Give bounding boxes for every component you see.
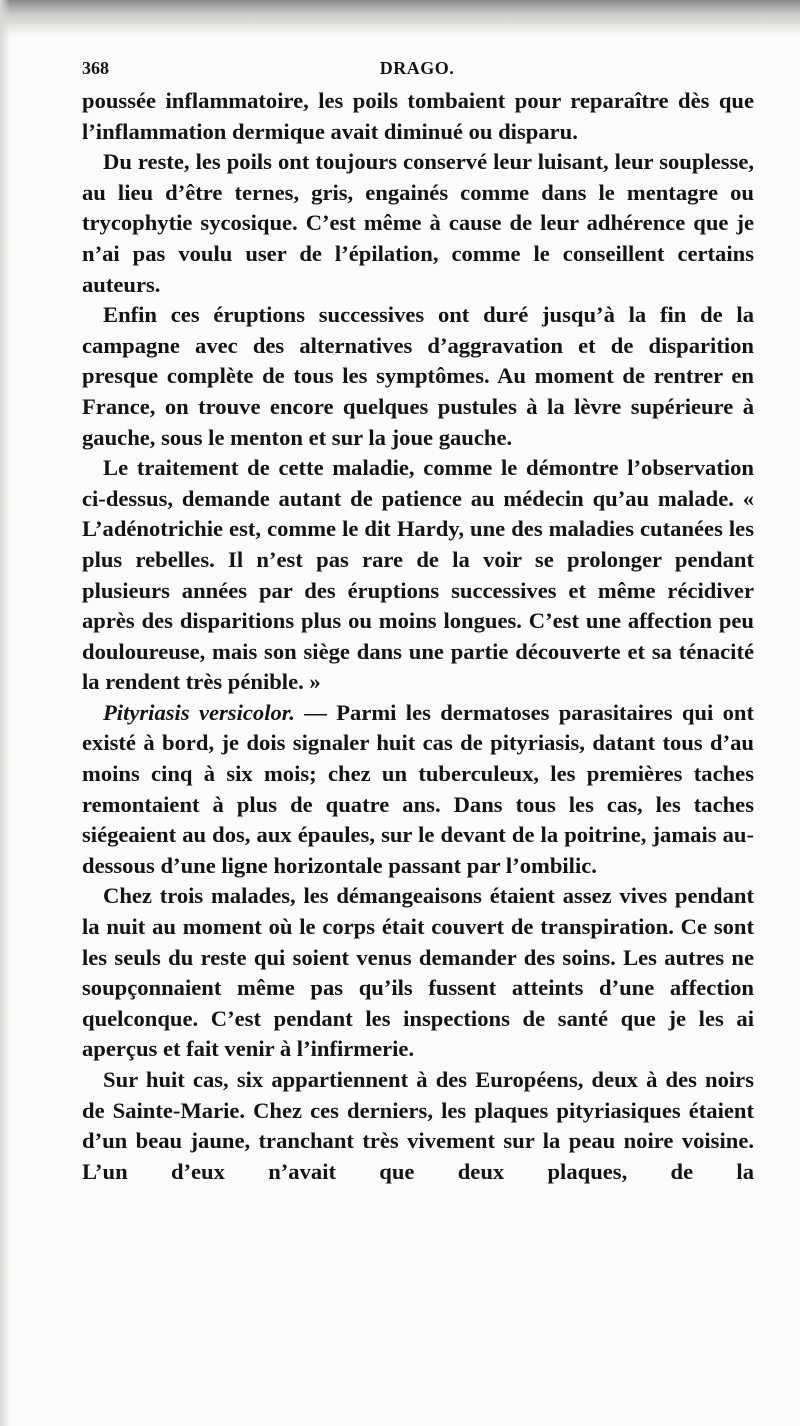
- paragraph: Du reste, les poils ont toujours conservé leur luisant, leur souplesse, au lieu d’être ternes, gris, engainés comme dans le mentagre ou trycophytie sycosique. C’est même à cause de leur adhérence que je n’ai pas voulu user de l’épilation, comme le conseillent certains auteurs.: [82, 149, 754, 297]
- paragraph-last: Sur huit cas, six appartiennent à des Européens, deux à des noirs de Sainte-Marie. Chez ces derniers, les plaques pityriasiques étaient d’un beau jaune, tranchant très vivement sur la peau noire voisine. L’un d’eux n’avait que deux plaques, de la: [82, 1067, 754, 1184]
- paragraph: Enfin ces éruptions successives ont duré jusqu’à la fin de la campagne avec des alternatives d’aggravation et de disparition presque complète de tous les symptômes. Au moment de rentrer en France, on trouve encore quelques pustules à la lèvre supérieure à gauche, sous le menton et sur la joue gauche.: [82, 302, 754, 450]
- section-intro: — Parmi les dermatoses parasitaires qui ont existé à bord, je dois signaler huit cas de pityriasis, datant tous d’au moins cinq à six mois; chez un tuberculeux, les premières taches remontaient à plus de quatre ans. Dans tous les cas, les taches siégeaient au dos, aux épaules, sur le devant de la poitrine, jamais au-dessous d’une ligne horizontale passant par l’ombilic.: [82, 699, 754, 878]
- scan-shadow-left: [0, 0, 10, 1426]
- paragraph: Le traitement de cette maladie, comme le démontre l’observation ci-dessus, demande autant de patience au médecin qu’au malade. « L’adénotrichie est, comme le dit Hardy, une des maladies cutanées les plus rebelles. Il n’est pas rare de la voir se prolonger pendant plusieurs années par des éruptions successives et même récidiver après des disparitions plus ou moins longues. C’est une affection peu douloureuse, mais son siège dans une partie découverte et sa ténacité la rendent très pénible. »: [82, 455, 754, 695]
- body-text: [82, 86, 754, 1187]
- paragraph: Chez trois malades, les démangeaisons étaient assez vives pendant la nuit au moment où le corps était couvert de transpiration. Ce sont les seuls du reste qui soient venus demander des soins. Les autres ne soupçonnaient même pas qu’ils fussent atteints d’une affection quelconque. C’est pendant les inspections de santé que je les ai aperçus et fait venir à l’infirmerie.: [82, 883, 754, 1062]
- section-heading: Pityriasis versicolor.: [103, 699, 295, 725]
- running-header: [82, 52, 752, 82]
- page-number: 368: [82, 58, 109, 78]
- paragraph-continued: poussée inflammatoire, les poils tombaient pour reparaître dès que l’inflammation dermique avait diminué ou disparu.: [82, 88, 754, 144]
- scan-shadow-top: [0, 0, 800, 40]
- running-title: DRAGO.: [379, 58, 455, 78]
- section-paragraph: [82, 698, 754, 882]
